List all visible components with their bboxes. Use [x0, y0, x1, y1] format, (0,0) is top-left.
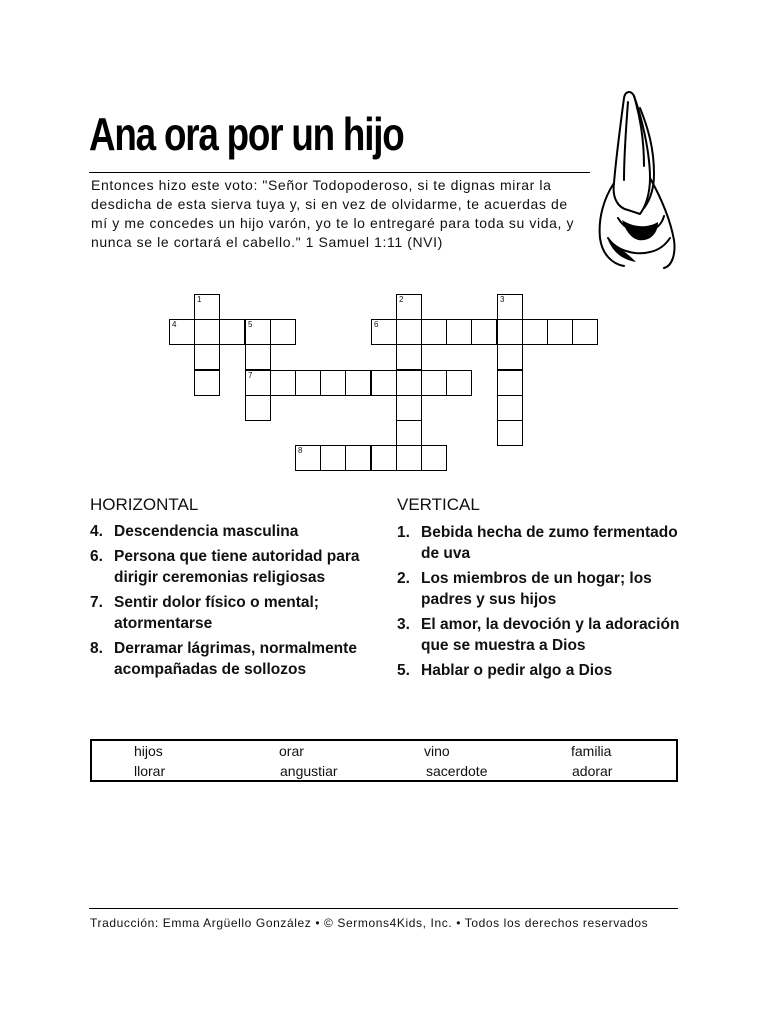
crossword-cell[interactable] — [194, 344, 220, 370]
word-bank-item: sacerdote — [426, 763, 488, 779]
clue-horizontal-8: 8. Derramar lágrimas, normalmente acompañadas de sollozos — [90, 640, 357, 678]
crossword-cell[interactable] — [497, 370, 523, 396]
crossword-cell[interactable] — [396, 420, 422, 446]
crossword-cell[interactable] — [547, 319, 573, 345]
crossword-cell[interactable] — [572, 319, 598, 345]
word-bank-item: llorar — [134, 763, 166, 779]
crossword-cell[interactable] — [396, 395, 422, 421]
word-bank-item: angustiar — [280, 763, 338, 779]
crossword-cell[interactable] — [194, 294, 220, 320]
crossword-cell[interactable] — [371, 445, 397, 471]
crossword-cell[interactable] — [345, 445, 371, 471]
crossword-cell[interactable] — [219, 319, 245, 345]
clue-number: 2 — [399, 295, 404, 304]
horizontal-heading: HORIZONTAL — [90, 495, 199, 514]
clue-horizontal-6: 6. Persona que tiene autoridad para dirigir ceremonias religiosas — [90, 548, 360, 586]
crossword-cell[interactable] — [371, 370, 397, 396]
crossword-cell[interactable] — [295, 370, 321, 396]
crossword-cell[interactable] — [270, 319, 296, 345]
crossword-cell[interactable] — [497, 294, 523, 320]
crossword-cell[interactable] — [421, 319, 447, 345]
crossword-cell[interactable] — [446, 370, 472, 396]
crossword-cell[interactable] — [194, 319, 220, 345]
word-bank-item: familia — [571, 743, 612, 759]
crossword-cell[interactable] — [421, 370, 447, 396]
crossword-cell[interactable] — [497, 395, 523, 421]
footer-credits: Traducción: Emma Argüello González • © Sermons4Kids, Inc. • Todos los derechos reservados — [90, 916, 649, 930]
horizontal-clues — [90, 521, 380, 684]
crossword-cell[interactable] — [497, 319, 523, 345]
crossword-cell[interactable] — [522, 319, 548, 345]
crossword-cell[interactable] — [169, 319, 195, 345]
clue-vertical-2: 2. Los miembros de un hogar; los padres y sus hijos — [397, 570, 652, 608]
crossword-cell[interactable] — [396, 344, 422, 370]
bible-verse: Entonces hizo este voto: "Señor Todopoderoso, si te dignas mirar la desdicha de esta sierva tuya y, si en vez de olvidarme, te acuerdas de mí y me concedes un hijo varón, yo te lo entregaré para toda su vida, y nunca se le cortará el cabello." 1 Samuel 1:11 (NVI) — [91, 177, 575, 250]
clue-horizontal-4: 4. Descendencia masculina — [90, 523, 299, 540]
clue-number: 6 — [374, 320, 379, 329]
page-title: Ana ora por un hijo — [89, 108, 404, 160]
crossword-cell[interactable] — [320, 445, 346, 471]
clue-number: 8 — [298, 446, 303, 455]
clue-number: 3 — [500, 295, 505, 304]
crossword-cell[interactable] — [245, 395, 271, 421]
crossword-cell[interactable] — [396, 445, 422, 471]
clue-vertical-1: 1. Bebida hecha de zumo fermentado de uva — [397, 524, 678, 562]
crossword-cell[interactable] — [446, 319, 472, 345]
vertical-heading: VERTICAL — [397, 495, 480, 514]
crossword-cell[interactable] — [497, 344, 523, 370]
clue-number: 5 — [248, 320, 253, 329]
crossword-cell[interactable] — [245, 370, 271, 396]
crossword-cell[interactable] — [270, 370, 296, 396]
clue-horizontal-7: 7. Sentir dolor físico o mental; atormentarse — [90, 594, 319, 632]
vertical-clues — [397, 522, 687, 685]
clue-number: 1 — [197, 295, 202, 304]
praying-hands-icon — [594, 88, 682, 270]
crossword-cell[interactable] — [345, 370, 371, 396]
footer-divider — [89, 908, 678, 909]
crossword-cell[interactable] — [194, 370, 220, 396]
crossword-cell[interactable] — [245, 344, 271, 370]
clue-number: 7 — [248, 371, 253, 380]
clue-number: 4 — [172, 320, 177, 329]
crossword-cell[interactable] — [245, 319, 271, 345]
crossword-cell[interactable] — [295, 445, 321, 471]
crossword-cell[interactable] — [396, 319, 422, 345]
word-bank-item: hijos — [134, 743, 163, 759]
word-bank — [90, 739, 678, 782]
clue-vertical-3: 3. El amor, la devoción y la adoración que se muestra a Dios — [397, 616, 680, 654]
crossword-cell[interactable] — [371, 319, 397, 345]
crossword-cell[interactable] — [471, 319, 497, 345]
title-divider — [89, 172, 590, 173]
word-bank-item: adorar — [572, 763, 613, 779]
crossword-cell[interactable] — [320, 370, 346, 396]
crossword-cell[interactable] — [396, 294, 422, 320]
clue-vertical-5: 5. Hablar o pedir algo a Dios — [397, 662, 613, 679]
word-bank-item: orar — [279, 743, 304, 759]
crossword-cell[interactable] — [396, 370, 422, 396]
word-bank-item: vino — [424, 743, 450, 759]
crossword-cell[interactable] — [497, 420, 523, 446]
crossword-cell[interactable] — [421, 445, 447, 471]
